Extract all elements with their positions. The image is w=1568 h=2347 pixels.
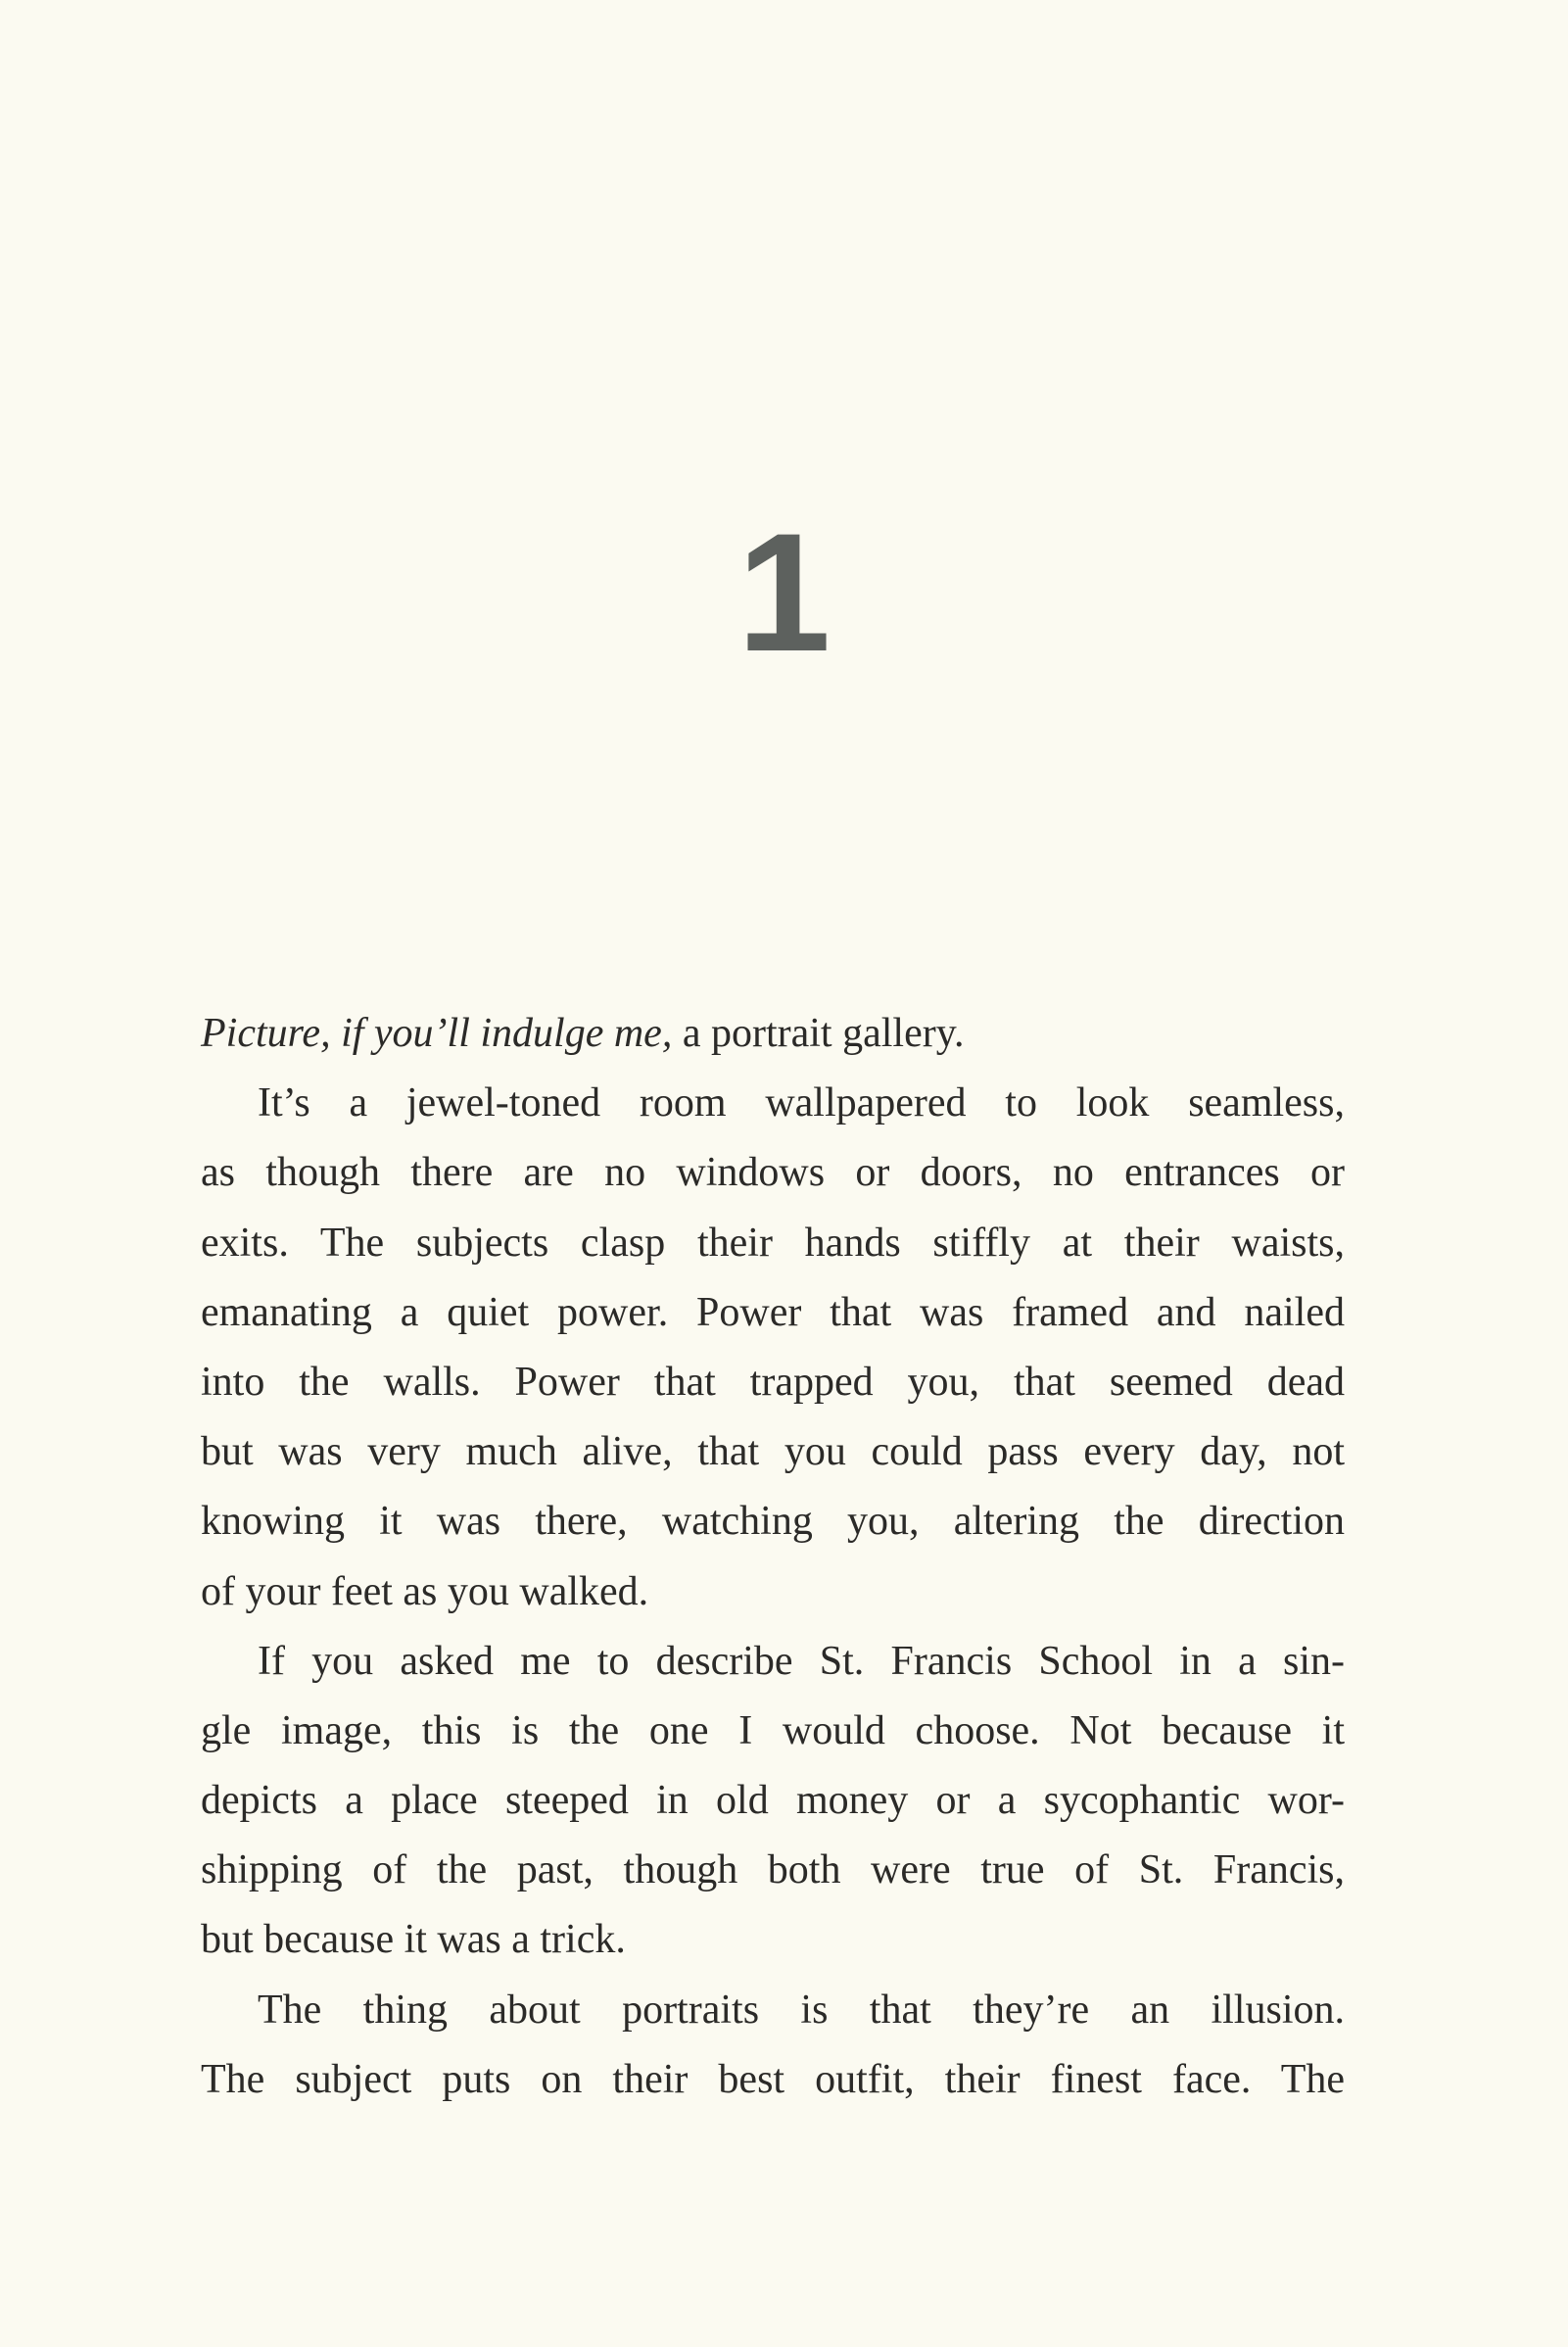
italic-phrase: Picture, if you’ll indulge me, (201, 1011, 673, 1056)
text-line: knowing it was there, watching you, altering the direction (201, 1499, 1345, 1545)
text-line: but because it was a trick. (201, 1917, 626, 1963)
text-line: gle image, this is the one I would choose. Not because it (201, 1707, 1345, 1753)
text-line: shipping of the past, though both were true of St. Francis, (201, 1847, 1345, 1893)
text-line: exits. The subjects clasp their hands stiffly at their waists, (201, 1220, 1345, 1266)
text-line-rest: a portrait gallery. (672, 1011, 965, 1056)
text-line: as though there are no windows or doors, no entrances or (201, 1150, 1345, 1196)
text-line: If you asked me to describe St. Francis School in a sin- (258, 1638, 1345, 1684)
text-line: emanating a quiet power. Power that was framed and nailed (201, 1289, 1345, 1335)
chapter-number: 1 (736, 499, 832, 687)
text-line: into the walls. Power that trapped you, that seemed dead (201, 1359, 1345, 1405)
body-text (201, 999, 1345, 2115)
text-line: The thing about portraits is that they’re an illusion. (258, 1987, 1345, 2033)
text-line: It’s a jewel-toned room wallpapered to look seamless, (258, 1080, 1345, 1126)
text-line: of your feet as you walked. (201, 1568, 649, 1614)
text-line: depicts a place steeped in old money or a sycophantic wor- (201, 1778, 1345, 1824)
text-line: The subject puts on their best outfit, their finest face. The (201, 2056, 1345, 2102)
text-line (201, 999, 1345, 1069)
text-line: but was very much alive, that you could pass every day, not (201, 1429, 1345, 1475)
